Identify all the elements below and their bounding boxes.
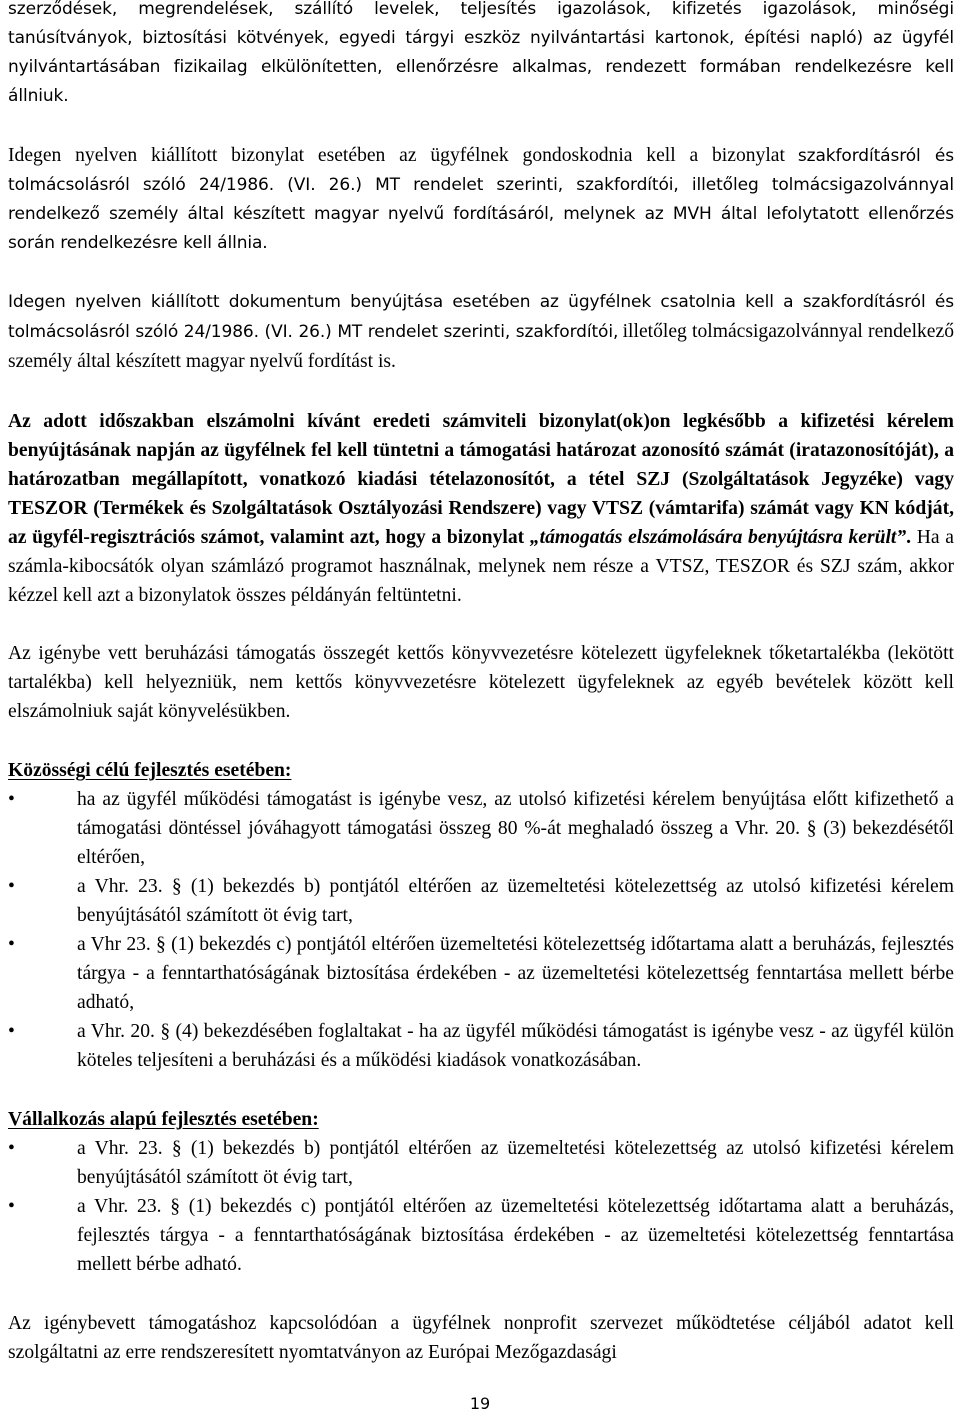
paragraph-foreign-document: [8, 288, 954, 376]
document-page: [8, 0, 954, 1367]
bullet-icon: •: [8, 876, 15, 897]
heading-community-development: Közösségi célú fejlesztés esetében:: [8, 760, 292, 781]
list-item-text: a Vhr. 23. § (1) bekezdés b) pontjától eltérően az üzemeltetési kötelezettség az utolsó kifizetési kérelem benyújtásától számított öt évig tart,: [77, 876, 954, 926]
bullet-icon: •: [8, 789, 15, 810]
list-item: [8, 1017, 954, 1075]
list-item-text: a Vhr. 20. § (4) bekezdésében foglaltakat - ha az ügyfél működési támogatást is igénybe vesz - az ügyfél külön köteles teljesíteni a beruházási és a működési kiadások vonatkozásában.: [77, 1021, 954, 1071]
bullet-icon: •: [8, 1138, 15, 1159]
list-item: [8, 930, 954, 1017]
list-item-text: a Vhr. 23. § (1) bekezdés c) pontjától eltérően az üzemeltetési kötelezettség időtartama alatt a beruházás, fejlesztés tárgya - a fenntarthatóságának biztosítása érdekében - az üzemeltetési kötelezettség fenntartása mellett bérbe adható.: [77, 1196, 954, 1275]
list-item: [8, 785, 954, 872]
list-item-text: ha az ügyfél működési támogatást is igénybe vesz, az utolsó kifizetési kérelem benyújtása előtt kifizethető a támogatási döntéssel jóváhagyott támogatási összeg 80 %-át meghaladó összeg a Vhr. 20. § (3) bekezdésétől eltérően,: [77, 789, 954, 868]
paragraph-foreign-receipt-start: Idegen nyelven kiállított bizonylat esetében az ügyfélnek gondoskodnia kell a bizonylat: [8, 145, 785, 166]
list-enterprise-development: [8, 1134, 954, 1279]
list-item-text: a Vhr 23. § (1) bekezdés c) pontjától eltérően üzemeltetési kötelezettség időtartama alatt a beruházás, fejlesztés tárgya - a fenntarthatóságának biztosítása érdekében - az üzemeltetési kötelezettség fenntartása mellett bérbe adható,: [77, 934, 954, 1013]
list-community-development: [8, 785, 954, 1075]
bullet-icon: •: [8, 1196, 15, 1217]
paragraph-capital-reserve: Az igénybe vett beruházási támogatás összegét kettős könyvvezetésre kötelezett ügyfeleknek tőketartalékba (lekötött tartalékba) kell helyezniük, nem kettős könyvvezetésre kötelezett ügyfeleknek az egyéb bevételek között kell elszámolniuk saját könyvelésükben.: [8, 643, 954, 722]
paragraph-data-reporting: Az igénybevett támogatáshoz kapcsolódóan a ügyfélnek nonprofit szervezet működtetése céljából adatot kell szolgáltatni az erre rendszeresített nyomtatványon az Európai Mezőgazdasági: [8, 1313, 954, 1363]
list-item-text: a Vhr. 23. § (1) bekezdés b) pontjától eltérően az üzemeltetési kötelezettség az utolsó kifizetési kérelem benyújtásától számított öt évig tart,: [77, 1138, 954, 1188]
bullet-icon: •: [8, 934, 15, 955]
receipt-marking-rest: Ha a számla-kibocsátók olyan számlázó programot használnak, melynek nem része a VTSZ, TESZOR és SZJ szám, akkor kézzel kell azt a bizonylatok összes példányán feltüntetni.: [8, 527, 954, 606]
receipt-marking-bold-end: .: [906, 527, 912, 548]
page-number: 19: [469, 1394, 491, 1413]
receipt-marking-bold: Az adott időszakban elszámolni kívánt eredeti számviteli bizonylat(ok)on legkésőbb a kifizetési kérelem benyújtásának napján az ügyfélnek fel kell tüntetni a támogatási határozat azonosító számát (iratazonosítóját), a határozatban megállapított, vonatkozó kiadási tételazonosítót, a tétel SZJ (Szolgáltatások Jegyzéke) vagy TESZOR (Termékek és Szolgáltatások Osztályozási Rendszere) vagy VTSZ (vámtarifa) számát vagy KN kódját, az ügyfél-regisztrációs számot, valamint azt, hogy a bizonylat: [8, 411, 954, 548]
list-item: [8, 872, 954, 930]
paragraph-foreign-receipt-rest: szakfordításról és tolmácsolásról szóló 24/1986. (VI. 26.) MT rendelet szerinti, szakfordítói, illetőleg tolmácsigazolvánnyal rendelkező személy által készített magyar nyelvű fordításáról, melynek az MVH által lefolytatott ellenőrzés során rendelkezésre kell állnia.: [8, 146, 955, 253]
paragraph-foreign-document-rest: illetőleg tolmácsigazolvánnyal rendelkező személy által készített magyar nyelvű fordítást is.: [8, 321, 955, 372]
receipt-marking-italic: „támogatás elszámolására benyújtásra került”: [529, 527, 907, 548]
list-item: [8, 1134, 954, 1192]
paragraph-foreign-document-start: Idegen nyelven kiállított dokumentum benyújtása esetében az ügyfélnek csatolnia kell a szakfordításról és tolmácsolásról szóló 24/1986. (VI. 26.) MT rendelet szerinti, szakfordítói,: [8, 292, 954, 342]
bullet-icon: •: [8, 1021, 15, 1042]
paragraph-receipt-marking: [8, 407, 954, 610]
paragraph-foreign-receipt: [8, 141, 954, 258]
paragraph-documents-list: szerződések, megrendelések, szállító levelek, teljesítés igazolások, kifizetés igazolások, minőségi tanúsítványok, biztosítási kötvények, egyedi tárgyi eszköz nyilvántartási kartonok, építési napló) az ügyfél nyilvántartásában fizikailag elkülönítetten, ellenőrzésre alkalmas, rendezett formában rendelkezésre kell állniuk.: [8, 0, 954, 106]
heading-enterprise-development: Vállalkozás alapú fejlesztés esetében:: [8, 1109, 319, 1130]
list-item: [8, 1192, 954, 1279]
